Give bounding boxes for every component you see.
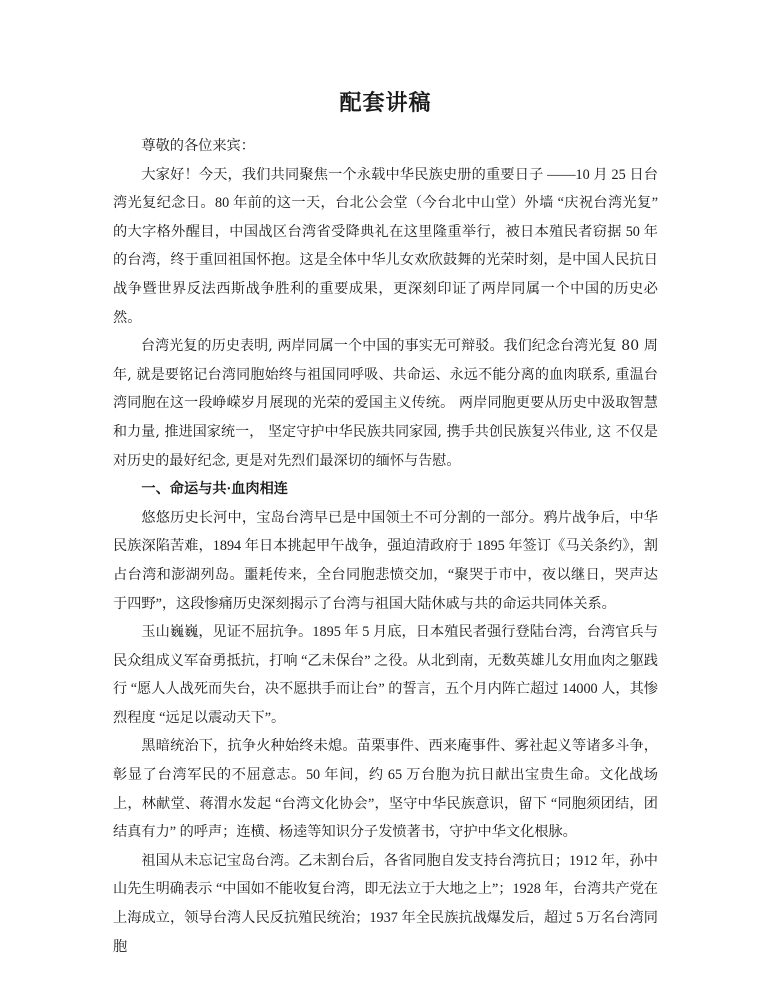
paragraph-yiwei-resistance: 玉山巍巍，见证不屈抗争。1895 年 5 月底，日本殖民者强行登陆台湾，台湾官兵与民众组成义军奋勇抵抗，打响 “乙未保台” 之役。从北到南，无数英雄儿女用血肉之躯践行 “愿人人战死而失台，决不愿拱手而让台” 的誓言，五个月内阵亡超过 14000 人，其惨烈程度 “远足以震动天下”。 [113, 624, 658, 726]
section-heading-one: 一、命运与共·血肉相连 [141, 481, 288, 498]
paragraph-mainland-support: 祖国从未忘记宝岛台湾。乙未割台后，各省同胞自发支持台湾抗日；1912 年，孙中山先生明确表示 “中国如不能收复台湾，即无法立于大地之上”；1928 年，台湾共产党在上海成立，领导台湾人民反抗殖民统治；1937 年全民族抗战爆发后，超过 5 万名台湾同胞 [113, 852, 658, 955]
paragraph-opening: 大家好！今天，我们共同聚焦一个永载中华民族史册的重要日子 ——10 月 25 日台湾光复纪念日。80 年前的这一天，台北公会堂（今台北中山堂）外墙 “庆祝台湾光复” 的大字格外醒目，中国战区台湾省受降典礼在这里隆重举行，被日本殖民者窃据 50 年的台湾，终于重回祖国怀抱。这是全体中华儿女欢欣鼓舞的光荣时刻，是中国人民抗日战争暨世界反法西斯战争胜利的重要成果，更深刻印证了两岸同属一个中国的历史必然。 [113, 166, 658, 326]
paragraph-anniversary-significance: 台湾光复的历史表明, 两岸同属一个中国的事实无可辩驳。我们纪念台湾光复 80 周年, 就是要铭记台湾同胞始终与祖国同呼吸、共命运、永远不能分离的血肉联系, 重温台湾同胞在这一段峥嵘岁月展现的光荣的爱国主义传统。 两岸同胞更要从历史中汲取智慧和力量, 推进国家统一， 坚定守护中华民族共同家园, 携手共创民族复兴伟业, 这 不仅是对历史的最好纪念, 更是对先烈们最深切的缅怀与告慰。 [113, 338, 658, 469]
paragraph-colonial-resistance: 黑暗统治下，抗争火种始终未熄。苗栗事件、西来庵事件、雾社起义等诸多斗争，彰显了台湾军民的不屈意志。50 年间，约 65 万台胞为抗日献出宝贵生命。文化战场上，林献堂、蒋渭水发起 “台湾文化协会”，坚守中华民族意识，留下 “同胞须团结，团结真有力” 的呼声；连横、杨逵等知识分子发愤著书，守护中华文化根脉。 [113, 738, 658, 841]
paragraph-history-treaty: 悠悠历史长河中，宝岛台湾早已是中国领土不可分割的一部分。鸦片战争后，中华民族深陷苦难，1894 年日本挑起甲午战争，强迫清政府于 1895 年签订《马关条约》，割占台湾和澎湖列岛。噩耗传来，全台同胞悲愤交加，“聚哭于市中，夜以继日，哭声达于四野”，这段惨痛历史深刻揭示了台湾与祖国大陆休戚与共的命运共同体关系。 [113, 509, 658, 612]
page-title: 配套讲稿 [339, 90, 432, 115]
document-body [113, 132, 658, 961]
salutation-line: 尊敬的各位来宾： [141, 138, 255, 154]
